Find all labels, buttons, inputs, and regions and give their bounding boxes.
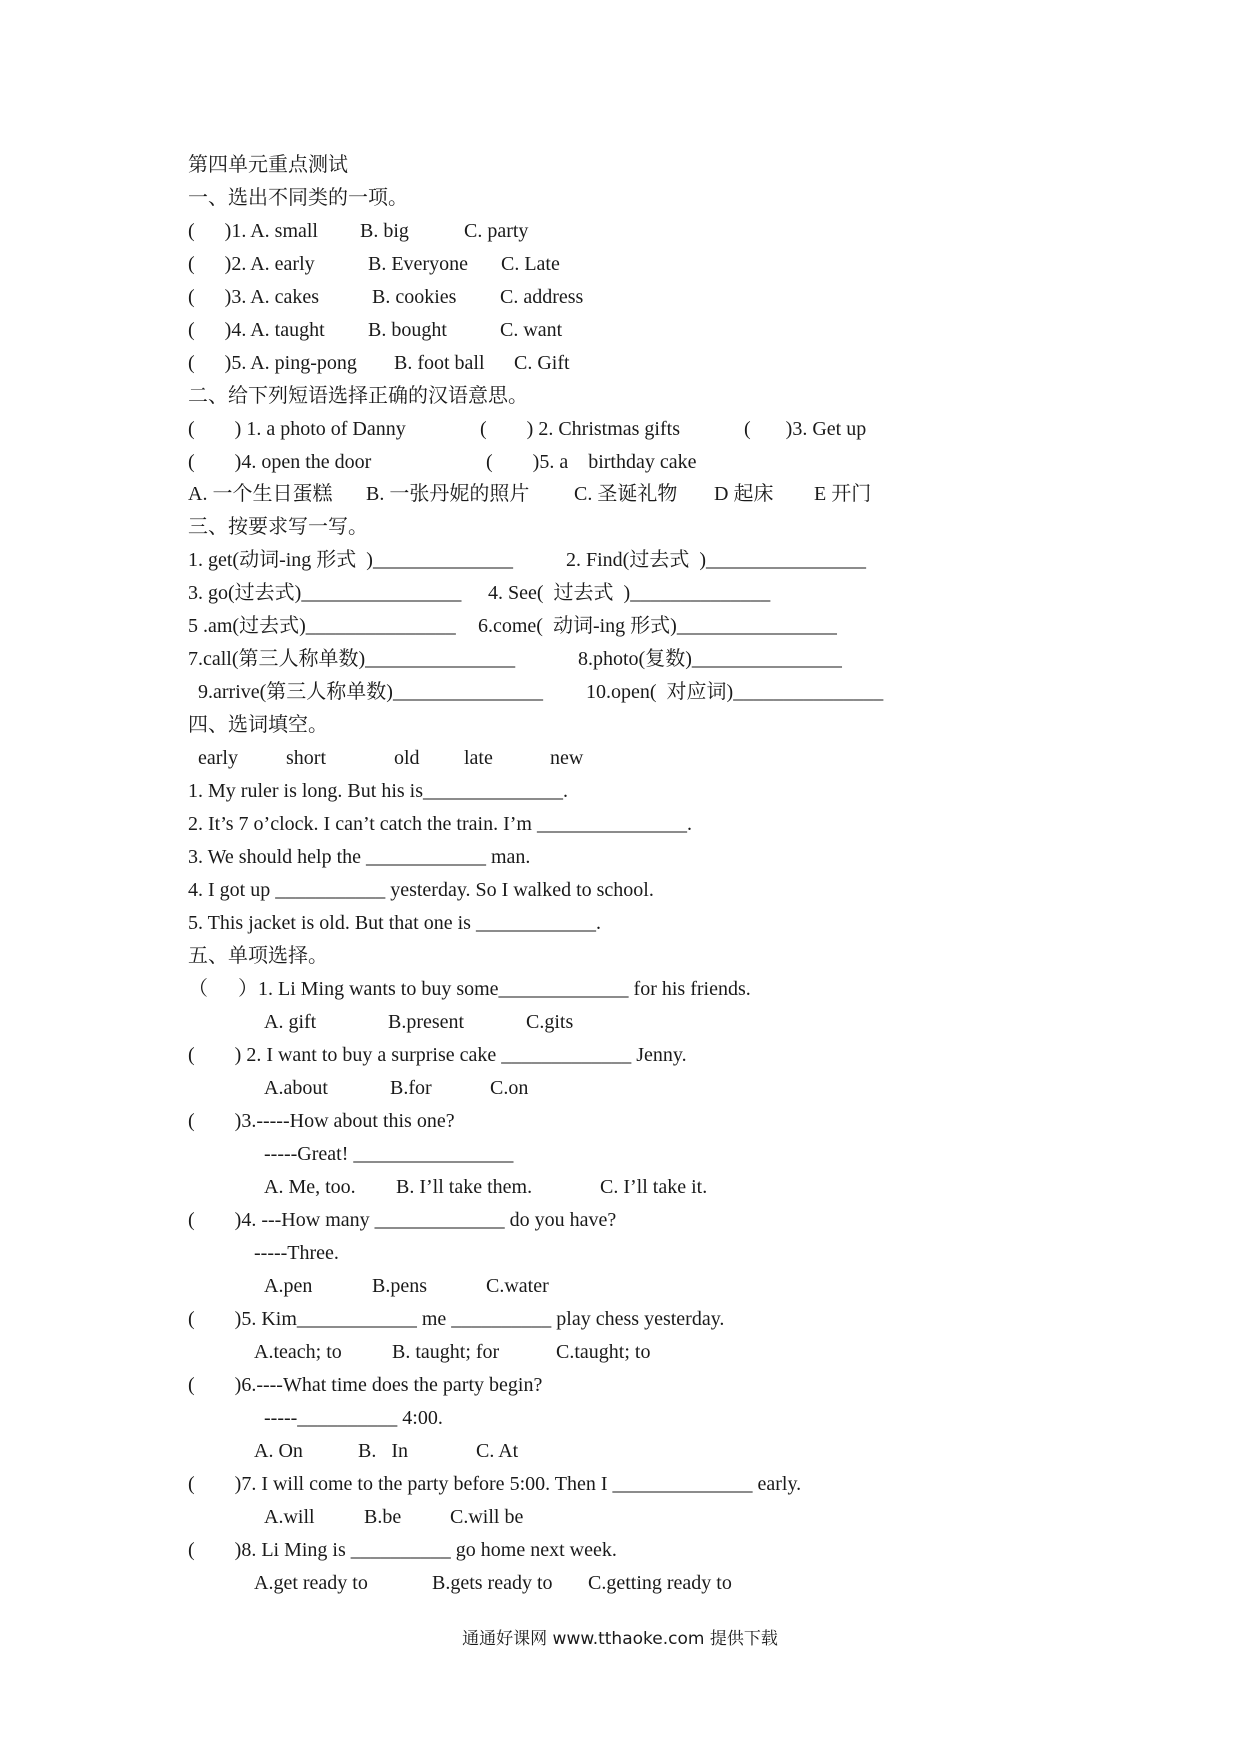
mc-option: A.pen [264, 1275, 313, 1297]
fill-sentence-4: 4. I got up ___________ yesterday. So I walked to school. [188, 879, 654, 901]
mc-option: A. Me, too. [264, 1176, 356, 1198]
mc-question-2: ( ) 2. I want to buy a surprise cake _____________ Jenny. [188, 1044, 687, 1066]
word-bank-item: new [550, 747, 584, 769]
mc-option: B.pens [372, 1275, 427, 1297]
option-c: C. address [500, 286, 584, 308]
fill-sentence-5: 5. This jacket is old. But that one is ____________. [188, 912, 601, 934]
question-stem: ( )5. A. ping-pong [188, 352, 357, 374]
phrase-item: ( )5. a birthday cake [486, 451, 697, 473]
option-b: B. foot ball [394, 352, 485, 374]
mc-question-3: ( )3.-----How about this one? [188, 1110, 455, 1132]
phrase-item: ( )3. Get up [744, 418, 867, 440]
mc-question-4-reply: -----Three. [254, 1242, 339, 1264]
meaning-option: C. 圣诞礼物 [574, 483, 678, 505]
option-b: B. Everyone [368, 253, 468, 275]
mc-question-7: ( )7. I will come to the party before 5:00. Then I ______________ early. [188, 1473, 802, 1495]
meaning-option: D 起床 [714, 483, 774, 505]
word-form-item: 7.call(第三人称单数)_______________ [188, 648, 516, 670]
mc-question-6-reply: -----__________ 4:00. [264, 1407, 443, 1429]
question-stem: ( )4. A. taught [188, 319, 325, 341]
mc-question-6: ( )6.----What time does the party begin? [188, 1374, 543, 1396]
question-stem: ( )1. A. small [188, 220, 318, 242]
mc-option: A.about [264, 1077, 328, 1099]
section-1-heading: 一、选出不同类的一项。 [188, 187, 408, 209]
meaning-option: A. 一个生日蛋糕 [188, 483, 333, 505]
option-b: B. bought [368, 319, 447, 341]
mc-question-1: （ ）1. Li Ming wants to buy some_____________ for his friends. [188, 978, 751, 1000]
option-c: C. Late [501, 253, 560, 275]
word-form-item: 1. get(动词-ing 形式 )______________ [188, 549, 513, 571]
word-bank-item: short [286, 747, 326, 769]
mc-option: C.taught; to [556, 1341, 651, 1363]
question-stem: ( )3. A. cakes [188, 286, 320, 308]
mc-option: B.present [388, 1011, 465, 1033]
mc-option: C.water [486, 1275, 549, 1297]
meaning-option: B. 一张丹妮的照片 [366, 483, 530, 505]
mc-option: A. On [254, 1440, 303, 1462]
word-form-item: 10.open( 对应词)_______________ [586, 681, 884, 703]
mc-option: B.gets ready to [432, 1572, 553, 1594]
meaning-option: E 开门 [814, 483, 872, 505]
mc-option: A. gift [264, 1011, 317, 1033]
mc-option: B.be [364, 1506, 402, 1528]
page-title: 第四单元重点测试 [188, 154, 348, 176]
mc-option: B. In [358, 1440, 408, 1462]
section-5-heading: 五、单项选择。 [188, 945, 328, 967]
phrase-item: ( ) 2. Christmas gifts [480, 418, 680, 440]
word-bank-item: late [464, 747, 493, 769]
mc-option: B. taught; for [392, 1341, 500, 1363]
fill-sentence-1: 1. My ruler is long. But his is______________. [188, 780, 569, 802]
section-4-heading: 四、选词填空。 [188, 714, 328, 736]
mc-question-4: ( )4. ---How many _____________ do you have? [188, 1209, 617, 1231]
fill-sentence-3: 3. We should help the ____________ man. [188, 846, 531, 868]
word-bank-item: old [394, 747, 420, 769]
fill-sentence-2: 2. It’s 7 o’clock. I can’t catch the train. I’m _______________. [188, 813, 692, 835]
word-bank-item: early [198, 747, 238, 769]
mc-option: C.on [490, 1077, 529, 1099]
section-3-heading: 三、按要求写一写。 [188, 516, 368, 538]
page-footer: 通通好课网 www.tthaoke.com 提供下载 [462, 1629, 778, 1649]
word-form-item: 8.photo(复数)_______________ [578, 648, 842, 670]
mc-option: A.will [264, 1506, 315, 1528]
option-c: C. Gift [514, 352, 570, 374]
phrase-item: ( ) 1. a photo of Danny [188, 418, 406, 440]
mc-option: C.gits [526, 1011, 574, 1033]
option-b: B. cookies [372, 286, 457, 308]
mc-option: A.teach; to [254, 1341, 342, 1363]
mc-option: C.getting ready to [588, 1572, 732, 1594]
mc-question-3-reply: -----Great! ________________ [264, 1143, 514, 1165]
word-form-item: 6.come( 动词-ing 形式)________________ [478, 615, 837, 637]
option-c: C. party [464, 220, 529, 242]
mc-option: B. I’ll take them. [396, 1176, 533, 1198]
mc-option: C.will be [450, 1506, 524, 1528]
word-form-item: 2. Find(过去式 )________________ [566, 549, 866, 571]
mc-question-5: ( )5. Kim____________ me __________ play chess yesterday. [188, 1308, 725, 1330]
question-stem: ( )2. A. early [188, 253, 315, 275]
section-2-heading: 二、给下列短语选择正确的汉语意思。 [188, 385, 528, 407]
mc-option: B.for [390, 1077, 432, 1099]
option-b: B. big [360, 220, 409, 242]
mc-question-8: ( )8. Li Ming is __________ go home next week. [188, 1539, 617, 1561]
mc-option: A.get ready to [254, 1572, 368, 1594]
word-form-item: 9.arrive(第三人称单数)_______________ [198, 681, 543, 703]
word-form-item: 3. go(过去式)________________ [188, 582, 462, 604]
word-form-item: 4. See( 过去式 )______________ [488, 582, 771, 604]
phrase-item: ( )4. open the door [188, 451, 372, 473]
option-c: C. want [500, 319, 563, 341]
mc-option: C. I’ll take it. [600, 1176, 708, 1198]
mc-option: C. At [476, 1440, 519, 1462]
word-form-item: 5 .am(过去式)_______________ [188, 615, 456, 637]
